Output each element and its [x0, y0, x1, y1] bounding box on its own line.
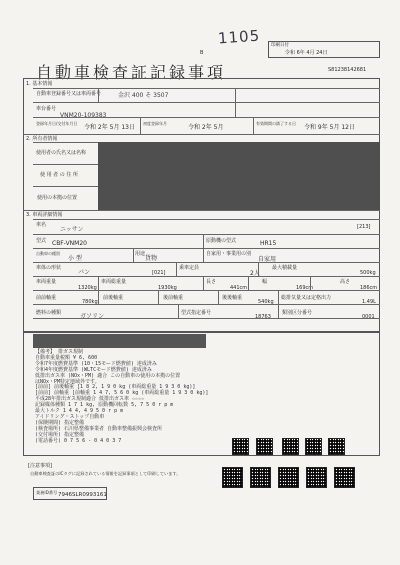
notes-line: (電話番号) 0 7 5 6 - 0 4 0 3 7: [35, 437, 122, 444]
qr-code-3: [282, 438, 299, 455]
reg-number-value: 金沢 400 そ 3507: [118, 92, 169, 99]
qr-code-2: [256, 438, 273, 455]
notes-line: [前前] 前後軸重 [1 8 2, 1 9 0 kg (車両総重量 1 9 3 0 kg)]: [35, 384, 196, 391]
first-year-value: 令和 2年 5月: [188, 124, 224, 131]
redacted-owner-info: [98, 142, 380, 210]
purpose-label: 自家用・事業用の別: [206, 251, 252, 257]
use-value: 貨物: [145, 255, 158, 262]
qr-code-8: [278, 467, 299, 488]
height-label: 高さ: [340, 279, 351, 285]
qr-code-7: [250, 467, 271, 488]
capacity-label: 乗車定員: [179, 265, 200, 271]
notes-line: (交付場所) 指定整備: [35, 431, 85, 438]
notes-line: 低排出ガス車 (NOx・PM) 適合 この自動車の使用の本拠の位置: [35, 372, 181, 379]
footer-note-text: 自動車検査証のICタグに記録されている情報を記録事項として印刷しています。: [30, 471, 181, 476]
purpose-value: 自家用: [258, 256, 277, 263]
print-date-label: 印刷日付: [271, 43, 289, 48]
gross-weight-label: 車両総重量: [101, 279, 127, 285]
engine-model-value: HR15: [260, 240, 277, 247]
model-cert-label: 型式指定番号: [181, 310, 212, 316]
category-label: 類別区分番号: [282, 310, 313, 316]
qr-code-6: [222, 467, 243, 488]
gross-weight-value: 1930kg: [158, 285, 177, 291]
rear-axle-value: 540kg: [258, 299, 274, 305]
displacement-label: 総排気量又は定格出力: [281, 295, 332, 301]
front-axle-value: 780kg: [82, 299, 98, 305]
car-name-label: 車名: [36, 222, 47, 228]
notes-line: 最大トルク 1 4 4, 4 9 5 0 r p m: [35, 408, 124, 415]
user-name-label: 使用者の氏名又は名称: [36, 150, 87, 156]
car-kind-value: 小 型: [68, 255, 82, 262]
category-value: 0001: [362, 314, 375, 320]
redacted-note-header: [33, 334, 206, 348]
height-value: 186cm: [360, 285, 378, 291]
vehicle-weight-value: 1320kg: [78, 285, 97, 291]
first-year-label: 初度登録年月: [143, 121, 167, 126]
body-shape-value: バン: [78, 269, 91, 276]
first-reg-label: 登録年月日/交付年月日: [36, 121, 78, 126]
front-axle-label: 前前軸重: [36, 295, 57, 301]
length-value: 441cm: [230, 285, 248, 291]
notes-line: 自動車重量税額 ¥ 6, 600: [35, 354, 98, 361]
notes-line: 記録媒体種類 1 7 1 kg, 原動機回転数 5, 7 5 0 r p m: [35, 402, 174, 409]
notes-line: アイドリング・ストップ自動車: [35, 413, 105, 420]
section2-heading: 2. 所有者情報: [26, 136, 58, 142]
qr-code-10: [334, 467, 355, 488]
first-reg-value: 令和 2年 5月 13日: [84, 124, 135, 131]
car-kind-label: 自動車の種別: [36, 251, 60, 256]
fuel-type-label: 燃料の種類: [36, 310, 62, 316]
footer-note-heading: [注意事項]: [28, 463, 52, 469]
notes-line: 令和7年度燃費基準 (10・15モード燃費値) 達成済み: [35, 360, 157, 367]
reg-number-label: 自動車登録番号又は車両番号: [36, 91, 102, 97]
model-value: CBF-VNM20: [52, 240, 87, 247]
document-title: 自動車検査証記録事項: [36, 63, 227, 82]
max-load-value: 500kg: [360, 270, 376, 276]
print-date-box: [268, 41, 380, 58]
vin-label: 車台番号: [36, 106, 57, 112]
section3-heading: 3. 車両詳細情報: [26, 212, 63, 218]
qr-code-9: [306, 467, 327, 488]
use-label: 用途: [135, 251, 146, 257]
notes-line: 令和4年度燃費基準 (WLTCモード燃費値) 達成済み: [35, 366, 152, 373]
qr-code-1: [232, 438, 249, 455]
max-load-label: 最大積載量: [272, 265, 298, 271]
notes-line: [前前] 前軸重 [前軸重 1 4 7, 5 6 0 kg (車両総重量 1 9 3 0 kg)]: [35, 390, 209, 397]
car-name-value: ニッサン: [60, 226, 84, 233]
business-id-value: 7946SLR0993161: [58, 492, 107, 498]
document-number: S81238142681: [328, 67, 367, 73]
expiry-value: 令和 9年 5月 12日: [304, 124, 355, 131]
notes-line: 【備考】 排ガス規制: [35, 349, 84, 355]
small-mark: B: [200, 50, 204, 56]
body-shape-code: [021]: [152, 270, 166, 276]
section1-heading: 1. 基本情報: [26, 81, 53, 87]
displacement-value: 1.49L: [362, 299, 376, 305]
notes-line: (検査場所) 石川県整備事業者 自動車整備振興会検査所: [35, 425, 163, 432]
qr-code-5: [328, 438, 345, 455]
notes-line: はNOx・PM特定地域外です。: [35, 378, 100, 385]
width-label: 幅: [262, 279, 268, 285]
body-shape-label: 車体の形状: [36, 265, 62, 271]
user-address-label: 使 用 者 の 住 所: [40, 172, 78, 178]
length-label: 長さ: [206, 279, 217, 285]
rear-front-axle-label: 後前軸重: [163, 295, 184, 301]
qr-code-4: [305, 438, 322, 455]
print-date-value: 令和 6年 4月 24日: [285, 50, 328, 56]
capacity-value: 2人: [250, 270, 260, 277]
business-id-label: 業務ID番号: [36, 490, 58, 495]
vehicle-weight-label: 車両重量: [36, 279, 57, 285]
expiry-label: 有効期間の満了する日: [256, 121, 296, 126]
rear-axle-label: 後後軸重: [222, 295, 243, 301]
notes-line: 平成28年排出ガス規制適合 低排出ガス車 ☆☆☆☆: [35, 396, 145, 403]
front-rear-axle-label: 前後軸重: [103, 295, 124, 301]
notes-list: [35, 350, 208, 445]
base-location-label: 使用の本拠の位置: [37, 195, 78, 201]
fuel-type-value: ガソリン: [80, 313, 105, 320]
handwritten-number: 1105: [217, 26, 261, 48]
vin-value: VNM20-109383: [60, 112, 107, 119]
engine-model-label: 原動機の型式: [206, 238, 237, 244]
notes-line: (保険期間) 指定整備: [35, 419, 85, 426]
car-name-code: [213]: [357, 224, 371, 230]
model-cert-value: 18763: [255, 314, 271, 320]
width-value: 169cm: [296, 285, 314, 291]
model-label: 型式: [36, 238, 47, 244]
